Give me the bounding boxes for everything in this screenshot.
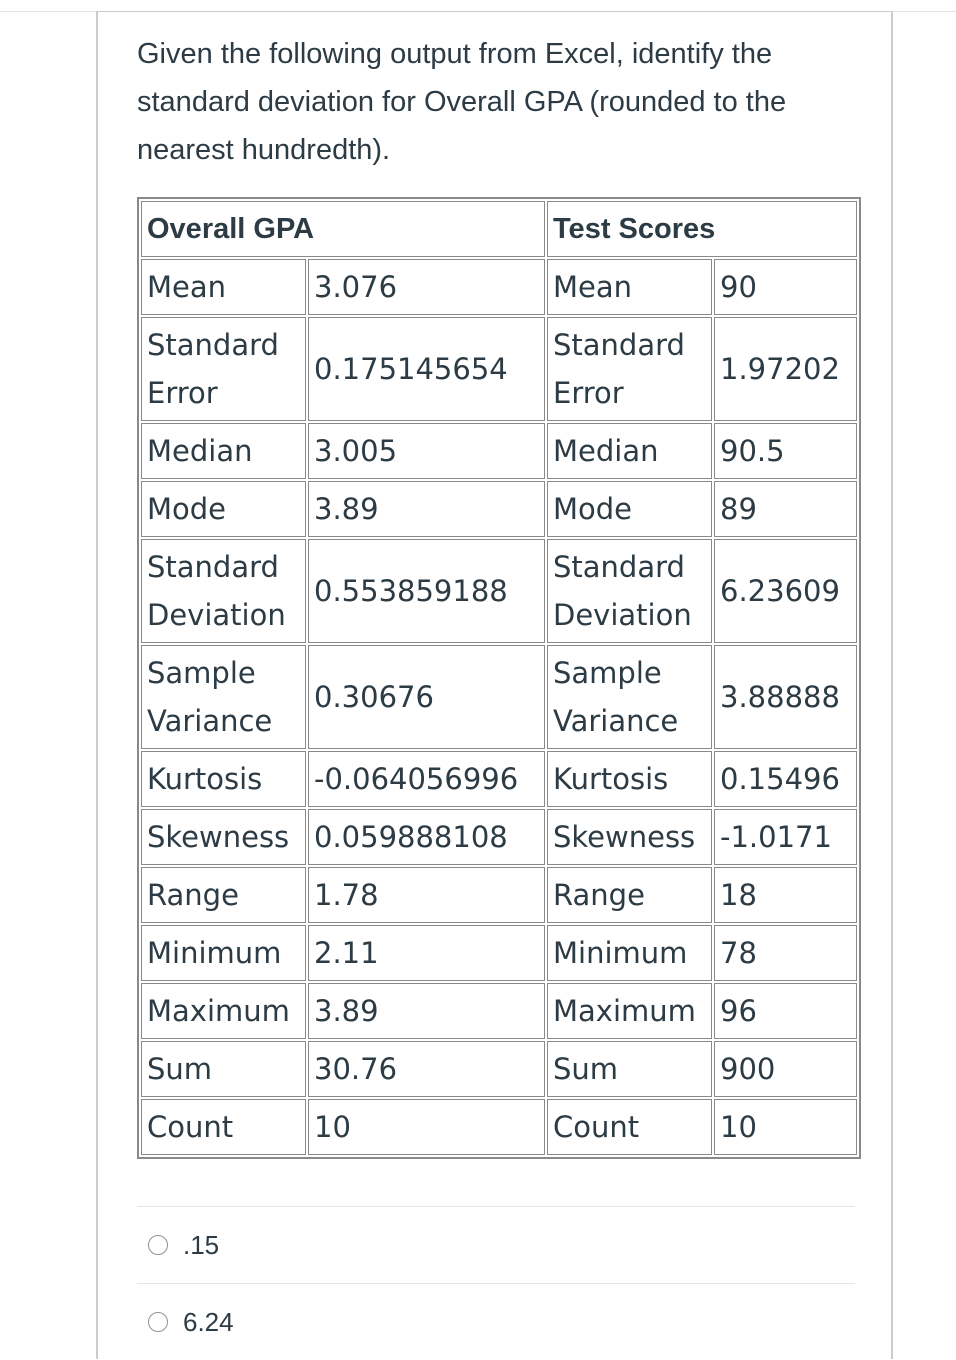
gpa-stat-label: Skewness [141, 809, 306, 865]
gpa-stat-value: 0.30676 [308, 645, 545, 749]
gpa-stat-label: Sum [141, 1041, 306, 1097]
header-overall-gpa: Overall GPA [141, 201, 545, 257]
test-stat-value: 89 [714, 481, 857, 537]
gpa-stat-value: 2.11 [308, 925, 545, 981]
table-row [141, 259, 857, 315]
test-stat-label: Sample Variance [547, 645, 712, 749]
table-row [141, 645, 857, 749]
test-stat-label: Range [547, 867, 712, 923]
gpa-stat-value: 1.78 [308, 867, 545, 923]
test-stat-value: 90.5 [714, 423, 857, 479]
header-test-scores: Test Scores [547, 201, 857, 257]
gpa-stat-label: Standard Error [141, 317, 306, 421]
gpa-stat-label: Mean [141, 259, 306, 315]
gpa-stat-label: Maximum [141, 983, 306, 1039]
excel-output-table [137, 197, 861, 1159]
test-stat-value: 6.23609 [714, 539, 857, 643]
table-row [141, 867, 857, 923]
table-row [141, 423, 857, 479]
test-stat-value: 18 [714, 867, 857, 923]
gpa-stat-label: Sample Variance [141, 645, 306, 749]
gpa-stat-label: Mode [141, 481, 306, 537]
test-stat-value: 90 [714, 259, 857, 315]
gpa-stat-value: 3.076 [308, 259, 545, 315]
gpa-stat-value: 3.005 [308, 423, 545, 479]
gpa-stat-label: Median [141, 423, 306, 479]
gpa-stat-label: Standard Deviation [141, 539, 306, 643]
test-stat-value: 1.97202 [714, 317, 857, 421]
answer-label: .15 [183, 1229, 220, 1260]
table-row [141, 539, 857, 643]
test-stat-label: Maximum [547, 983, 712, 1039]
gpa-stat-value: -0.064056996 [308, 751, 545, 807]
gpa-stat-value: 30.76 [308, 1041, 545, 1097]
test-stat-label: Count [547, 1099, 712, 1155]
test-stat-label: Mode [547, 481, 712, 537]
table-header-row [141, 201, 857, 257]
test-stat-value: 78 [714, 925, 857, 981]
table-row [141, 751, 857, 807]
table-row [141, 481, 857, 537]
test-stat-value: 900 [714, 1041, 857, 1097]
table-row [141, 983, 857, 1039]
gpa-stat-label: Count [141, 1099, 306, 1155]
test-stat-label: Sum [547, 1041, 712, 1097]
answer-label: 6.24 [183, 1306, 234, 1337]
test-stat-value: 3.88888 [714, 645, 857, 749]
gpa-stat-label: Range [141, 867, 306, 923]
answer-option[interactable] [137, 1283, 855, 1360]
table-row [141, 1041, 857, 1097]
test-stat-label: Standard Deviation [547, 539, 712, 643]
gpa-stat-value: 10 [308, 1099, 545, 1155]
radio-button-icon[interactable] [148, 1312, 168, 1332]
gpa-stat-value: 0.175145654 [308, 317, 545, 421]
test-stat-label: Kurtosis [547, 751, 712, 807]
table-row [141, 1099, 857, 1155]
test-stat-label: Median [547, 423, 712, 479]
table-row [141, 925, 857, 981]
radio-button-icon[interactable] [148, 1235, 168, 1255]
test-stat-label: Mean [547, 259, 712, 315]
test-stat-value: 10 [714, 1099, 857, 1155]
question-text: Given the following output from Excel, identify the standard deviation for Overall GPA (rounded to the nearest hundredth). [137, 38, 787, 166]
answer-options [137, 1206, 855, 1360]
gpa-stat-label: Minimum [141, 925, 306, 981]
answer-option[interactable] [137, 1206, 855, 1283]
test-stat-label: Standard Error [547, 317, 712, 421]
test-stat-value: 0.15496 [714, 751, 857, 807]
table-row [141, 317, 857, 421]
table-row [141, 809, 857, 865]
test-stat-value: -1.0171 [714, 809, 857, 865]
test-stat-value: 96 [714, 983, 857, 1039]
gpa-stat-value: 3.89 [308, 983, 545, 1039]
gpa-stat-value: 0.553859188 [308, 539, 545, 643]
test-stat-label: Skewness [547, 809, 712, 865]
test-stat-label: Minimum [547, 925, 712, 981]
gpa-stat-value: 0.059888108 [308, 809, 545, 865]
gpa-stat-value: 3.89 [308, 481, 545, 537]
gpa-stat-label: Kurtosis [141, 751, 306, 807]
